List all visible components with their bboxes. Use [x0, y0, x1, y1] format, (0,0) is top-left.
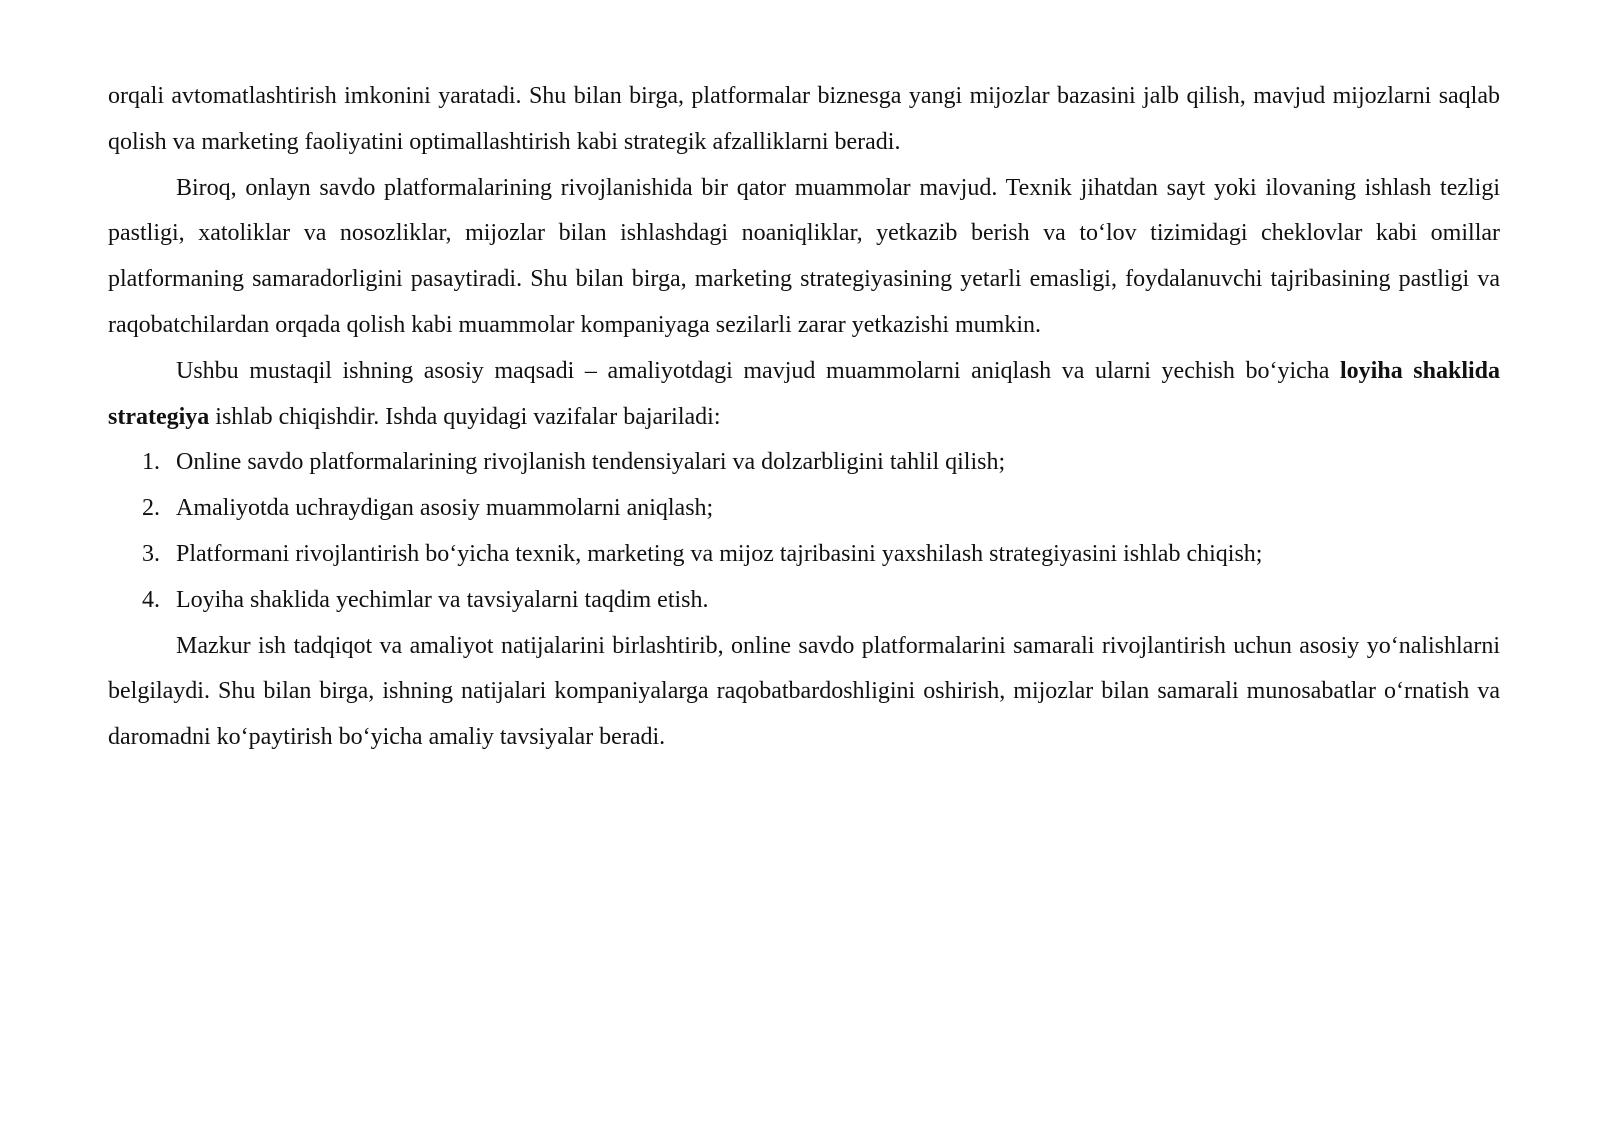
- goal-text-end: ishlab chiqishdir. Ishda quyidagi vazifalar bajariladi:: [209, 403, 721, 430]
- paragraph-problems: Biroq, onlayn savdo platformalarining rivojlanishida bir qator muammolar mavjud. Texnik jihatdan sayt yoki ilovaning ishlash tezligi pastligi, xatoliklar va nosozliklar, mijozlar bilan ishlashdagi noaniqliklar, yetkazib berish va to‘lov tizimidagi cheklovlar kabi omillar platformaning samaradorligini pasaytiradi. Shu bilan birga, marketing strategiyasining yetarli emasligi, foydalanuvchi tajribasining pastligi va raqobatchilardan orqada qolish kabi muammolar kompaniyaga sezilarli zarar yetkazishi mumkin.: [108, 174, 1500, 338]
- list-item: [108, 578, 1500, 624]
- list-item-text: Loyiha shaklida yechimlar va tavsiyalarni taqdim etish.: [176, 586, 709, 613]
- list-item: [108, 532, 1500, 578]
- list-item: [108, 486, 1500, 532]
- goal-bold-phrase: loyiha shaklida strategiya: [108, 357, 1501, 430]
- goal-text-start: Ushbu mustaqil ishning asosiy maqsadi – amaliyotdagi mavjud muammolarni aniqlash va ularni yechish bo‘yicha: [176, 357, 1341, 384]
- list-item-text: Online savdo platformalarining rivojlanish tendensiyalari va dolzarbligini tahlil qilish;: [176, 449, 1006, 476]
- list-item-number: 4.: [142, 586, 160, 613]
- list-item: [108, 440, 1500, 486]
- list-item-text: Platformani rivojlantirish bo‘yicha texnik, marketing va mijoz tajribasini yaxshilash strategiyasini ishlab chiqish;: [176, 540, 1263, 567]
- list-item-number: 3.: [142, 540, 160, 567]
- paragraph-intro-continuation: orqali avtomatlashtirish imkonini yaratadi. Shu bilan birga, platformalar biznesga yangi mijozlar bazasini jalb qilish, mavjud mijozlarni saqlab qolish va marketing faoliyatini optimallashtirish kabi strategik afzalliklarni beradi.: [108, 83, 1500, 155]
- paragraph-goal: [108, 349, 1500, 441]
- document-page: [108, 74, 1500, 761]
- list-item-number: 2.: [142, 495, 160, 522]
- list-item-text: Amaliyotda uchraydigan asosiy muammolarni aniqlash;: [176, 495, 714, 522]
- task-list: [108, 440, 1500, 623]
- paragraph-conclusion: Mazkur ish tadqiqot va amaliyot natijalarini birlashtirib, online savdo platformalarini samarali rivojlantirish uchun asosiy yo‘nalishlarni belgilaydi. Shu bilan birga, ishning natijalari kompaniyalarga raqobatbardoshligini oshirish, mijozlar bilan samarali munosabatlar o‘rnatish va daromadni ko‘paytirish bo‘yicha amaliy tavsiyalar beradi.: [108, 632, 1500, 751]
- list-item-number: 1.: [142, 449, 160, 476]
